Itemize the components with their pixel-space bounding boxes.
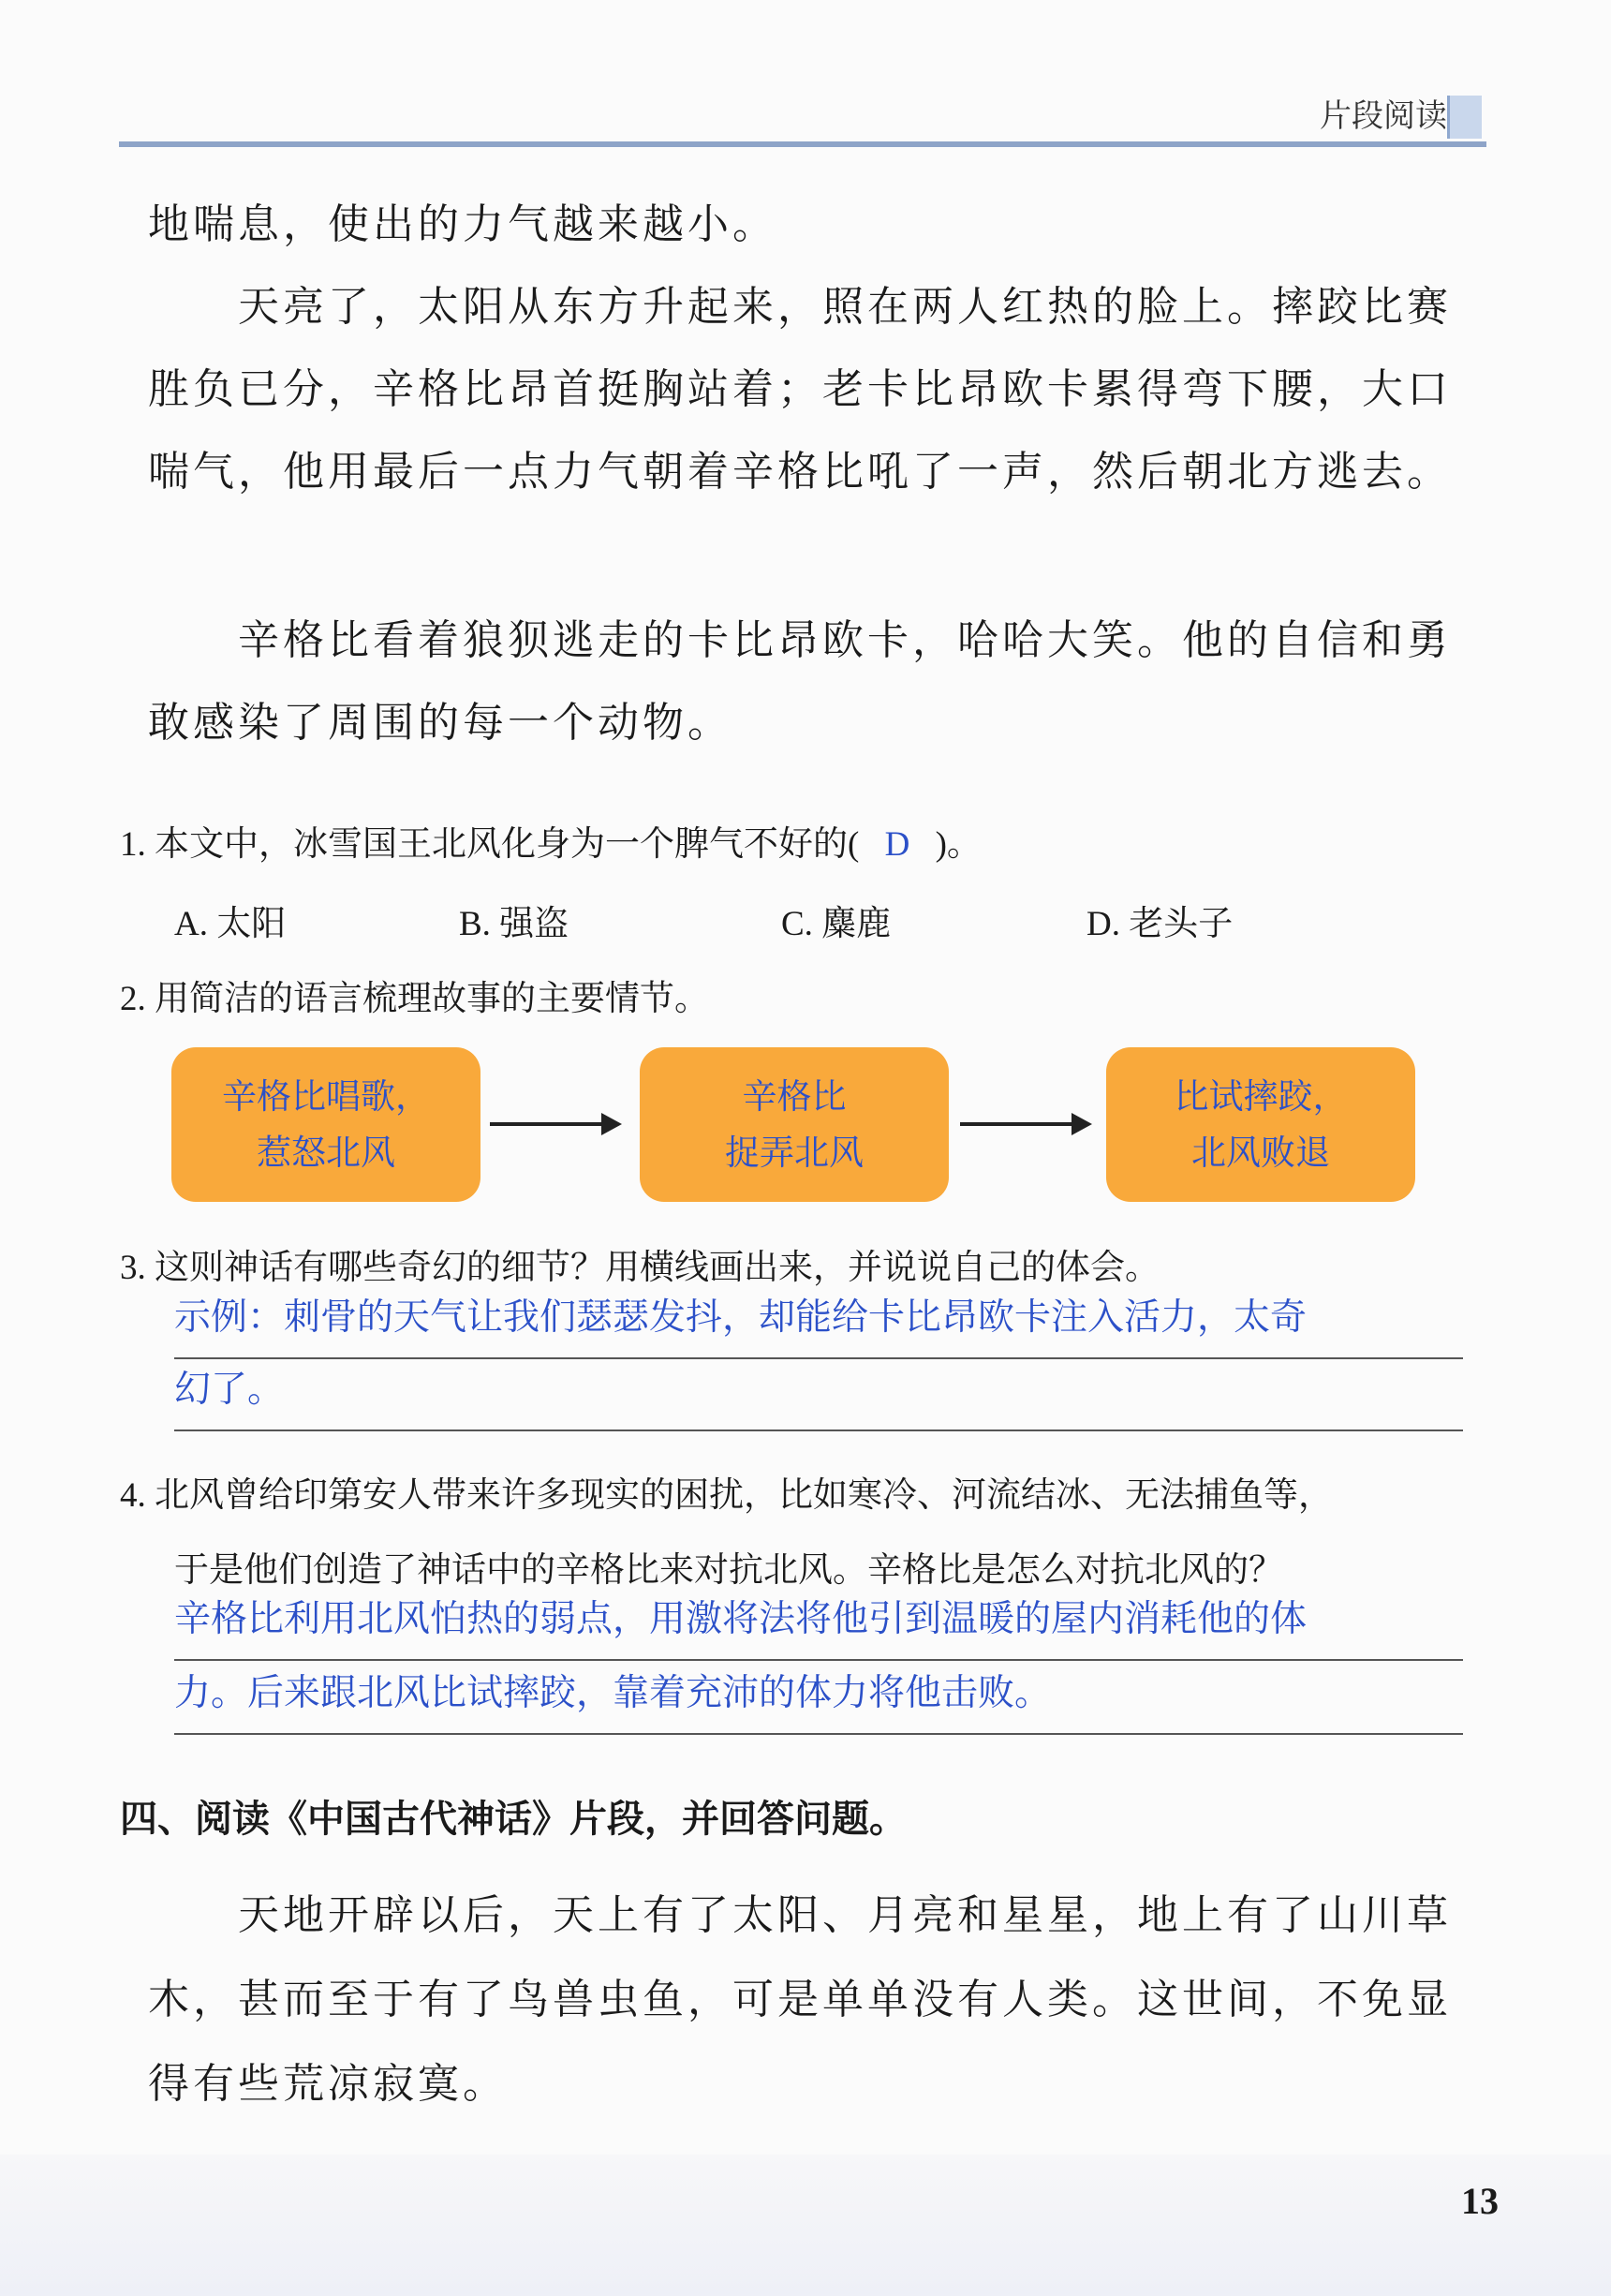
option-d: D. 老头子 — [1086, 905, 1234, 943]
question-4-line2: 于是他们创造了神话中的辛格比来对抗北风。辛格比是怎么对抗北风的？ — [174, 1551, 1283, 1590]
footer-band — [0, 2155, 1611, 2296]
question-4-line1: 4. 北风曾给印第安人带来许多现实的困扰，比如寒冷、河流结冰、无法捕鱼等， — [120, 1476, 1333, 1515]
option-c: C. 麋鹿 — [781, 905, 892, 943]
section-heading: 四、阅读《中国古代神话》片段，并回答问题。 — [120, 1798, 907, 1841]
option-b: B. 强盗 — [459, 905, 569, 943]
question-3: 3. 这则神话有哪些奇幻的细节？用横线画出来，并说说自己的体会。 — [120, 1249, 1160, 1287]
question-1-text: 1. 本文中，冰雪国王北风化身为一个脾气不好的( — [120, 825, 860, 864]
header-rule — [119, 141, 1486, 147]
arrow-right-icon — [490, 1122, 616, 1126]
header-title: 片段阅读 — [1320, 97, 1447, 135]
answer-line: 辛格比利用北风怕热的弱点，用激将法将他引到温暖的屋内消耗他的体 — [174, 1590, 1463, 1661]
arrow-right-icon — [960, 1122, 1086, 1126]
plot-box-3-line1: 比试摔跤， — [1174, 1075, 1348, 1117]
answer-line: 力。后来跟北风比试摔跤，靠着充沛的体力将他击败。 — [174, 1664, 1463, 1735]
question-1 — [120, 815, 982, 866]
passage-paragraph: 辛格比看着狼狈逃走的卡比昂欧卡，哈哈大笑。他的自信和勇敢感染了周围的每一个动物。 — [148, 616, 1452, 747]
passage-paragraph: 天亮了，太阳从东方升起来，照在两人红热的脸上。摔跤比赛胜负已分，辛格比昂首挺胸站着；老卡比昂欧卡累得弯下腰，大口喘气，他用最后一点力气朝着辛格比吼了一声，然后朝北方逃去。 — [148, 283, 1452, 496]
header-tab-marker — [1447, 96, 1482, 139]
passage-paragraph: 天地开辟以后，天上有了太阳、月亮和星星，地上有了山川草木，甚而至于有了鸟兽虫鱼，可是单单没有人类。这世间，不免显得有些荒凉寂寞。 — [148, 1891, 1452, 2108]
plot-box-2-line1: 辛格比 — [742, 1075, 847, 1117]
option-a: A. 太阳 — [174, 905, 287, 943]
question-2: 2. 用简洁的语言梳理故事的主要情节。 — [120, 980, 709, 1018]
plot-box-2 — [640, 1047, 949, 1202]
question-1-answer: D — [884, 825, 910, 864]
answer-line: 幻了。 — [174, 1360, 1463, 1431]
page-number: 13 — [1461, 2180, 1499, 2222]
plot-box-2-line2: 捉弄北风 — [725, 1132, 864, 1173]
plot-box-1-line2: 惹怒北风 — [257, 1132, 395, 1173]
plot-box-3 — [1106, 1047, 1415, 1202]
plot-box-3-line2: 北风败退 — [1191, 1132, 1330, 1173]
question-1-text-end: )。 — [935, 825, 982, 864]
plot-box-1 — [171, 1047, 480, 1202]
passage-line: 地喘息，使出的力气越来越小。 — [148, 200, 777, 248]
plot-box-1-line1: 辛格比唱歌， — [222, 1075, 430, 1117]
answer-line: 示例：刺骨的天气让我们瑟瑟发抖，却能给卡比昂欧卡注入活力，太奇 — [174, 1288, 1463, 1359]
